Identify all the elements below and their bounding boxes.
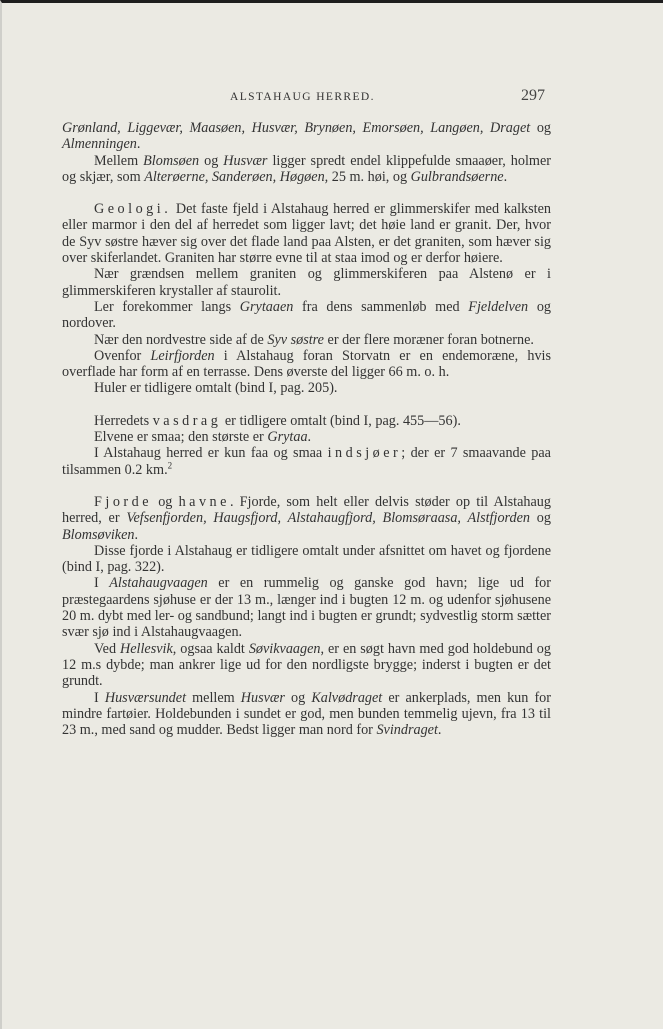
spaced-heading: vasdrag: [152, 412, 222, 429]
text-run: mellem: [186, 689, 241, 706]
text-run: I: [94, 575, 110, 592]
italic-name: Husvær: [240, 689, 285, 706]
paragraph: [62, 201, 551, 266]
paragraph: [62, 413, 551, 429]
text-run: Ved: [94, 640, 120, 657]
text-run: Huler er tidligere omtalt (bind I, pag. 205).: [94, 380, 338, 397]
text-run: Ler forekommer langs: [94, 298, 240, 315]
text-run: Nær den nordvestre side af de: [94, 331, 268, 348]
text-run: og: [152, 493, 179, 510]
text-run: er tidligere omtalt (bind I, pag. 455—56).: [221, 412, 461, 429]
running-head: ALSTAHAUG HERRED.: [230, 91, 375, 103]
italic-name: Leirfjorden: [150, 347, 215, 364]
italic-name: Fjeldelven: [468, 298, 529, 315]
italic-name: Hellesvik: [120, 640, 173, 657]
paragraph: [62, 266, 551, 299]
italic-name: Grønland, Liggevær, Maasøen, Husvær, Brynøen, Emorsøen, Langøen, Draget: [62, 120, 531, 136]
paragraph: [62, 445, 551, 478]
text-run: fra dens sammenløb med: [293, 298, 469, 315]
italic-name: Grytaa: [267, 429, 308, 446]
text-run: og: [530, 120, 551, 136]
paragraph: [62, 332, 551, 348]
paragraph: [62, 348, 551, 381]
text-run: , er en søgt havn med god holdebund og 12 m.s dybde; man ankrer lige ud for den nordligste brygge; inderst i bugten er det grundt.: [62, 640, 551, 690]
italic-name: Syv søstre: [267, 331, 324, 348]
text-run: Mellem: [94, 152, 144, 169]
italic-name: Blomsøen: [143, 152, 200, 169]
paragraph: [62, 494, 551, 543]
text-run: og: [284, 689, 312, 706]
spaced-heading: Geologi.: [94, 201, 172, 218]
text-run: ; der er 7 smaavande paa tilsammen 0.2 km.: [62, 445, 551, 478]
italic-name: Husværsundet: [104, 689, 187, 706]
section-gap: [62, 185, 551, 201]
section-gap: [62, 478, 551, 494]
italic-name: Almenningen: [62, 136, 137, 153]
paragraph: [62, 299, 551, 332]
italic-name: Søvikvaagen: [248, 640, 321, 657]
paragraph: [62, 641, 551, 690]
spaced-heading: Fjorde: [94, 493, 153, 510]
text-run: , ogsaa kaldt: [172, 640, 249, 657]
paragraph: [62, 153, 551, 186]
text-run: ligger spredt endel klippefulde smaaøer, holmer og skjær, som: [62, 152, 551, 185]
text-run: . Fjorde, som helt eller delvis støder op til Alstahaug herred, er: [62, 493, 551, 527]
text-run: Herredets: [94, 412, 153, 429]
italic-name: Svindraget: [376, 722, 438, 739]
paragraph: [62, 429, 551, 445]
text-run: og nordover.: [62, 298, 552, 332]
text-run: Elvene er smaa; den største er: [94, 429, 268, 446]
text-run: .: [134, 526, 139, 543]
italic-name: Kalvødraget: [311, 689, 383, 706]
italic-name: Alterøerne, Sanderøen, Høgøen,: [144, 168, 329, 185]
paragraph: [62, 120, 551, 153]
text-run: Disse fjorde i Alstahaug er tidligere omtalt under afsnittet om havet og fjordene (bind I, pag. 322).: [62, 542, 551, 576]
text-run: og: [199, 152, 224, 169]
text-run: Ovenfor: [94, 347, 151, 364]
text-run: Det faste fjeld i Alstahaug herred er glimmerskifer med kalksten eller marmor i den del af herredet som ligger lavt; det høie land er granit. Der, hvor de Syv søstre hæver sig over det flade land paa Alsten, er det graniten, som hæver sig over skiferlandet. Graniten har større evne til at staa imod og er derfor høiere.: [62, 201, 551, 267]
paragraph: [62, 575, 551, 640]
spaced-heading: havne: [178, 493, 230, 510]
text-run: i Alstahaug foran Storvatn er en endemoræne, hvis overflade har form af en terrasse. Dens øverste del ligger 66 m. o. h.: [62, 347, 551, 381]
paragraph: [62, 690, 551, 739]
text-run: I Alstahaug herred er kun faa og smaa: [94, 445, 328, 462]
text-run: .: [503, 168, 508, 185]
italic-name: Blomsøviken: [62, 526, 135, 543]
text-run: 25 m. høi, og: [328, 168, 411, 185]
text-run: .: [136, 136, 141, 153]
text-run: er en rummelig og ganske god havn; lige ud for præstegaardens sjøhuse er der 13 m., længer ind i bugten 12 m. og udenfor sjøhusene 20 m. dybt med ler- og sandbund; langt ind i bugten er grundt; sydvestlig storm sætter svær sjø ind i Alstahaugvaagen.: [62, 575, 552, 641]
text-run: og: [530, 510, 551, 527]
page-number: 297: [521, 87, 545, 104]
italic-name: Gulbrandsøerne: [410, 168, 504, 185]
italic-name: Vefsenfjorden, Haugsfjord, Alstahaugfjord, Blomsøraasa, Alstfjorden: [126, 510, 531, 527]
text-run: .: [307, 429, 312, 446]
text-run: .: [437, 722, 442, 739]
paragraph: [62, 543, 551, 576]
text-run: er ankerplads, men kun for mindre fartøier. Holdebunden i sundet er god, men bunden temmelig ujevn, fra 13 til 23 m., med sand og mudder. Bedst ligger man nord for: [62, 689, 551, 739]
body-text: [62, 120, 551, 738]
paragraph: [62, 380, 551, 396]
italic-name: Husvær: [223, 152, 268, 169]
italic-name: Grytaaen: [239, 298, 294, 315]
italic-name: Alstahaugvaagen: [109, 575, 208, 592]
text-run: er der flere moræner foran botnerne.: [323, 331, 534, 348]
text-run: I: [94, 689, 105, 706]
spaced-heading: indsjøer: [327, 445, 402, 462]
section-gap: [62, 397, 551, 413]
text-run: Nær grændsen mellem graniten og glimmerskiferen paa Alstenø er i glimmerskiferen krystaller af staurolit.: [62, 266, 551, 299]
text-run: 2: [167, 459, 173, 470]
page-header: [62, 87, 547, 109]
